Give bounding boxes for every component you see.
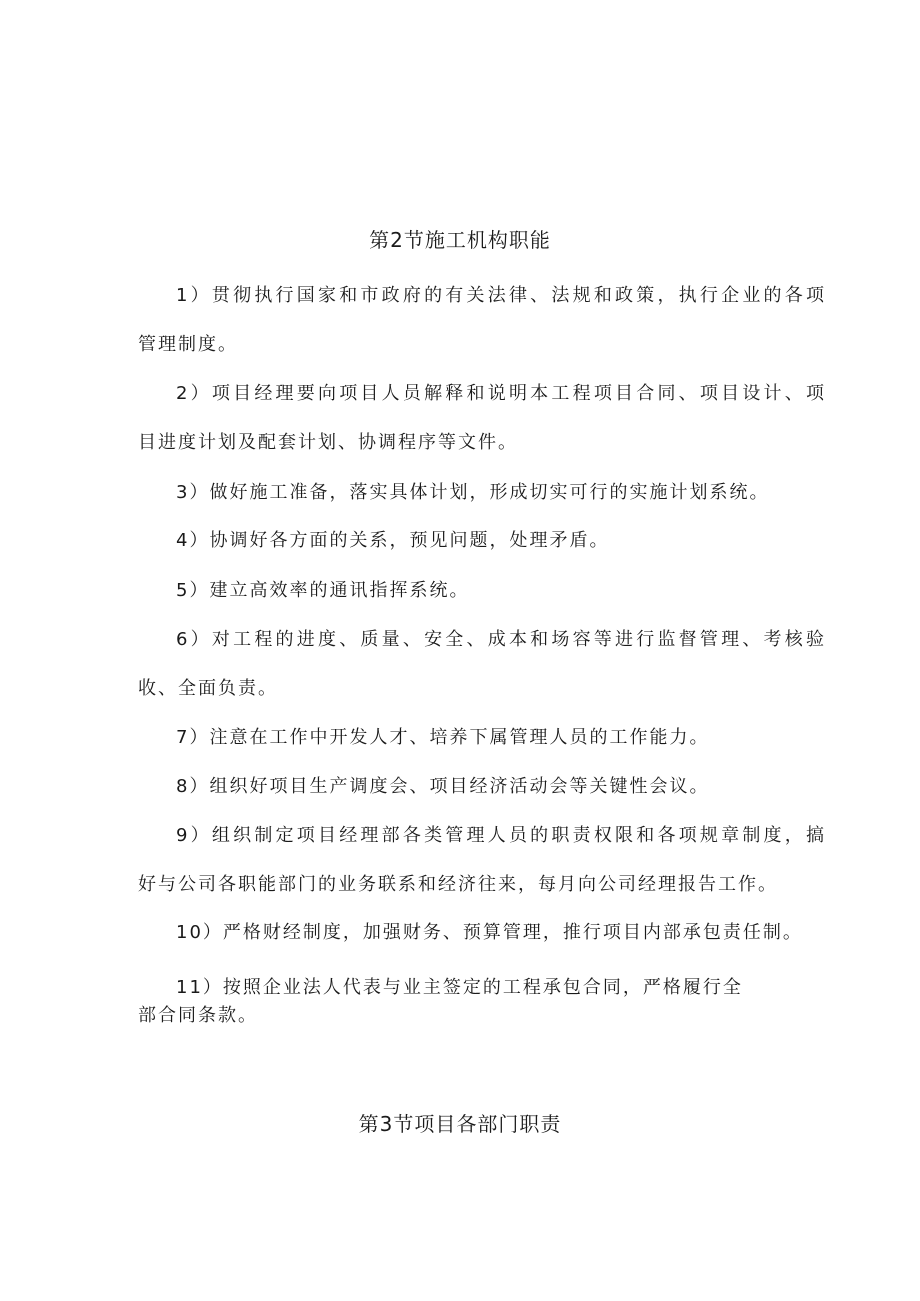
item-6-line-2: 收、全面负责。 — [138, 678, 278, 699]
item-9-line-1: 9）组织制定项目经理部各类管理人员的职责权限和各项规章制度，搞 — [176, 825, 826, 846]
item-2-line-2: 目进度计划及配套计划、协调程序等文件。 — [138, 432, 518, 453]
item-11-line-2: 部合同条款。 — [138, 1005, 258, 1026]
item-11-line-1: 11）按照企业法人代表与业主签定的工程承包合同，严格履行全 — [176, 977, 743, 998]
item-3-line-1: 3）做好施工准备，落实具体计划，形成切实可行的实施计划系统。 — [176, 482, 770, 503]
item-7-line-1: 7）注意在工作中开发人才、培养下属管理人员的工作能力。 — [176, 727, 710, 748]
section-2-heading: 第2节施工机构职能 — [369, 228, 551, 252]
item-2-line-1: 2）项目经理要向项目人员解释和说明本工程项目合同、项目设计、项 — [176, 383, 826, 404]
item-10-line-1: 10）严格财经制度，加强财务、预算管理，推行项目内部承包责任制。 — [176, 922, 803, 943]
item-4-line-1: 4）协调好各方面的关系，预见问题，处理矛盾。 — [176, 530, 610, 551]
item-1-line-2: 管理制度。 — [138, 334, 238, 355]
item-9-line-2: 好与公司各职能部门的业务联系和经济往来，每月向公司经理报告工作。 — [138, 874, 778, 895]
section-3-heading: 第3节项目各部门职责 — [358, 1112, 562, 1136]
item-8-line-1: 8）组织好项目生产调度会、项目经济活动会等关键性会议。 — [176, 776, 710, 797]
item-5-line-1: 5）建立高效率的通讯指挥系统。 — [176, 580, 470, 601]
item-6-line-1: 6）对工程的进度、质量、安全、成本和场容等进行监督管理、考核验 — [176, 629, 826, 650]
item-1-line-1: 1）贯彻执行国家和市政府的有关法律、法规和政策，执行企业的各项 — [176, 285, 826, 306]
